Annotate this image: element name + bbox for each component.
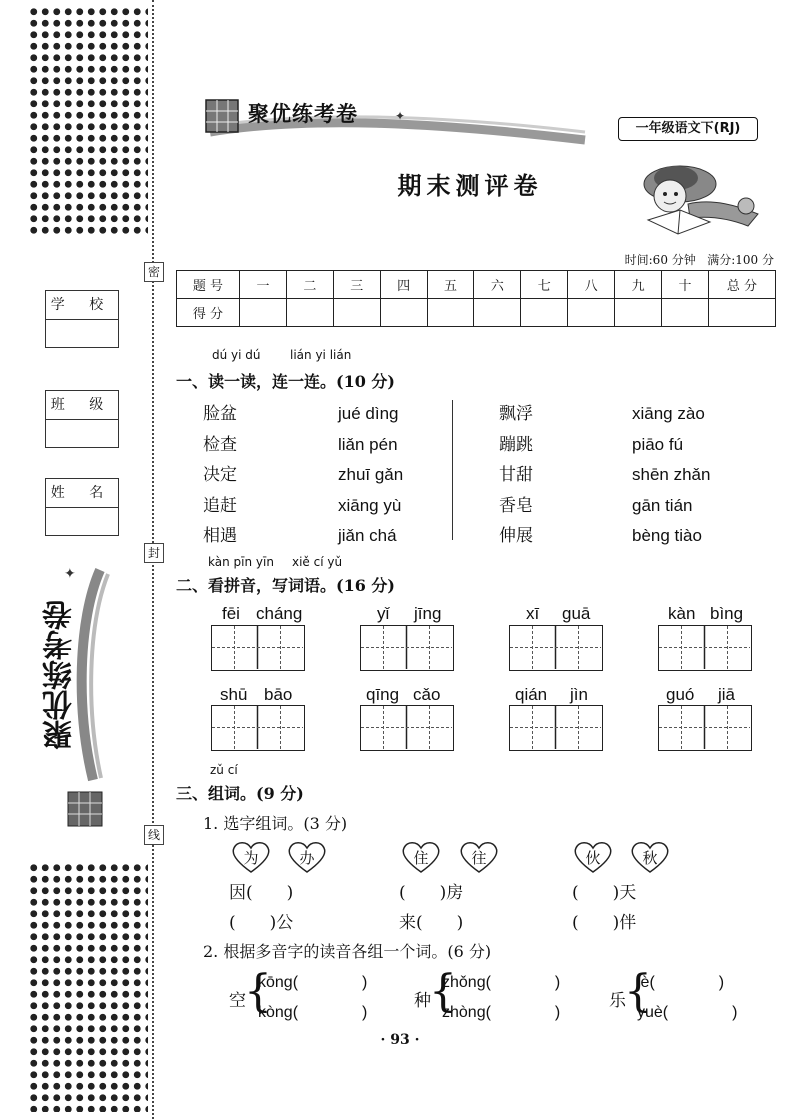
score-head-cell: 一 xyxy=(240,271,287,299)
subject-label: 一年级语文下(RJ) xyxy=(618,117,758,141)
writing-grid[interactable] xyxy=(360,705,454,751)
poly-reading[interactable]: kōng( ) xyxy=(258,974,368,991)
word-item: 甘甜 xyxy=(499,465,533,485)
score-table-score-row xyxy=(177,299,776,327)
heart-char: 住 xyxy=(413,849,429,867)
pinyin-item: bèng tiào xyxy=(632,526,702,545)
section3-title: 三、组词。(9 分) xyxy=(176,784,304,803)
school-label: 学 校 xyxy=(46,291,118,320)
brand-text: 聚优练考卷 xyxy=(248,101,358,126)
grid-pinyin: fēi xyxy=(222,604,240,623)
class-label: 班 级 xyxy=(46,391,118,420)
score-cell[interactable] xyxy=(380,299,427,327)
writing-grid[interactable] xyxy=(509,625,603,671)
exam-time-info xyxy=(625,251,774,268)
grid-pinyin: shū xyxy=(220,685,248,704)
grid-pinyin: guā xyxy=(562,604,591,623)
pinyin-item: xiāng yù xyxy=(338,495,402,515)
fill-blank[interactable]: ( )天 xyxy=(572,883,637,903)
binding-dots-bottom xyxy=(28,862,148,1112)
score-cell[interactable] xyxy=(521,299,568,327)
grid-pinyin: qián xyxy=(515,685,548,704)
score-head-cell: 五 xyxy=(427,271,474,299)
poly-reading[interactable]: kòng( ) xyxy=(258,1004,368,1021)
section1-title: 一、读一读，连一连。(10 分) xyxy=(176,372,395,391)
fill-blank[interactable]: ( )伴 xyxy=(572,913,637,933)
heart-option[interactable] xyxy=(287,840,327,874)
score-cell[interactable] xyxy=(333,299,380,327)
score-head-cell: 总 分 xyxy=(709,271,776,299)
pinyin-item: jiǎn chá xyxy=(338,526,397,545)
time-limit: 时间:60 分钟 xyxy=(624,253,696,267)
s3-pinyin: zǔ cí xyxy=(210,763,238,777)
fill-blank[interactable]: ( )房 xyxy=(399,883,464,903)
heart-char: 为 xyxy=(243,849,259,867)
score-head-cell: 七 xyxy=(521,271,568,299)
score-cell[interactable] xyxy=(615,299,662,327)
pinyin-item: zhuī gǎn xyxy=(338,465,404,484)
word-item: 飘浮 xyxy=(499,404,533,424)
score-head-cell: 十 xyxy=(662,271,709,299)
word-item: 蹦跳 xyxy=(499,434,533,455)
word-item: 决定 xyxy=(203,465,237,485)
heart-option[interactable] xyxy=(573,840,613,874)
s3-q1: 1. 选字组词。(3 分) xyxy=(203,814,348,833)
score-row-label: 得 分 xyxy=(177,299,240,327)
score-cell[interactable] xyxy=(709,299,776,327)
writing-grid[interactable] xyxy=(658,625,752,671)
svg-text:✦: ✦ xyxy=(395,109,406,123)
fill-blank[interactable]: 因( ) xyxy=(229,883,294,903)
poly-reading[interactable]: yuè( ) xyxy=(637,1004,738,1021)
s1-pinyin-lian: lián yi lián xyxy=(290,348,352,362)
section2-title: 二、看拼音，写词语。(16 分) xyxy=(176,576,395,595)
heart-option[interactable] xyxy=(401,840,441,874)
word-item: 相遇 xyxy=(203,526,237,546)
grid-pinyin: jiā xyxy=(718,685,736,704)
heart-char: 秋 xyxy=(642,849,658,867)
section1-divider xyxy=(452,400,453,540)
writing-grid[interactable] xyxy=(360,625,454,671)
s1-pinyin-du: dú yi dú xyxy=(212,348,261,362)
poly-char: 乐 xyxy=(609,991,626,1011)
page-number: · 93 · xyxy=(380,1032,420,1048)
grid-pinyin: yǐ xyxy=(377,604,390,623)
brace: { xyxy=(429,966,457,1017)
score-head-cell: 八 xyxy=(568,271,615,299)
page-title: 期末测评卷 xyxy=(397,171,543,200)
s1-right-words xyxy=(499,399,533,552)
grid-pinyin: jìn xyxy=(570,685,588,704)
grid-pinyin: guó xyxy=(666,685,695,704)
grid-pinyin: kàn xyxy=(668,604,696,623)
heart-char: 伙 xyxy=(585,849,601,867)
fill-blank[interactable]: ( )公 xyxy=(229,913,294,933)
pinyin-item: shēn zhǎn xyxy=(632,465,711,484)
fill-blank[interactable]: 来( ) xyxy=(399,913,464,933)
word-item: 检查 xyxy=(203,434,237,455)
writing-grid[interactable] xyxy=(211,705,305,751)
word-item: 追赶 xyxy=(203,495,237,516)
poly-char: 种 xyxy=(414,991,431,1011)
s1-right-pinyin xyxy=(632,399,710,552)
score-head-cell: 六 xyxy=(474,271,521,299)
score-head-cell: 三 xyxy=(333,271,380,299)
score-cell[interactable] xyxy=(286,299,333,327)
seal-mi: 密 xyxy=(144,262,164,282)
svg-text:✦: ✦ xyxy=(64,566,76,582)
class-field[interactable] xyxy=(45,390,119,448)
score-cell[interactable] xyxy=(427,299,474,327)
heart-option[interactable] xyxy=(630,840,670,874)
vertical-brand-logo xyxy=(38,560,138,840)
score-head-cell: 九 xyxy=(615,271,662,299)
cube-icon xyxy=(206,100,238,132)
brand-banner xyxy=(190,92,590,152)
score-head-cell: 四 xyxy=(380,271,427,299)
score-cell[interactable] xyxy=(240,299,287,327)
grid-pinyin: bāo xyxy=(264,685,293,704)
girl-reading-illustration xyxy=(618,148,768,240)
writing-grid[interactable] xyxy=(211,625,305,671)
school-field[interactable] xyxy=(45,290,119,348)
binding-dots-top xyxy=(28,6,148,238)
word-item: 香皂 xyxy=(499,495,533,516)
grid-pinyin: jīng xyxy=(414,604,442,623)
score-table xyxy=(176,270,776,327)
poly-reading[interactable]: lè( ) xyxy=(637,974,725,991)
score-table-header-row xyxy=(177,271,776,299)
name-label: 姓 名 xyxy=(46,479,118,508)
full-score: 满分:100 分 xyxy=(707,253,774,267)
brace: { xyxy=(624,966,652,1017)
heart-char: 办 xyxy=(299,849,315,867)
heart-option[interactable] xyxy=(231,840,271,874)
s3-q2: 2. 根据多音字的读音各组一个词。(6 分) xyxy=(203,942,492,961)
pinyin-item: gān tián xyxy=(632,495,693,515)
vertical-brand-text: 聚优练考卷 xyxy=(43,600,78,750)
seal-feng: 封 xyxy=(144,543,164,563)
grid-pinyin: cháng xyxy=(256,604,303,623)
poly-reading[interactable]: zhòng( ) xyxy=(442,1004,561,1021)
grid-pinyin: xī xyxy=(526,604,540,623)
pinyin-item: jué dìng xyxy=(338,404,399,423)
score-cell[interactable] xyxy=(568,299,615,327)
poly-reading[interactable]: zhǒng( ) xyxy=(442,974,561,991)
seal-xian: 线 xyxy=(144,825,164,845)
pinyin-item: piāo fú xyxy=(632,434,684,454)
writing-grid[interactable] xyxy=(509,705,603,751)
writing-grid[interactable] xyxy=(658,705,752,751)
s2-pinyin-b: xiě cí yǔ xyxy=(292,555,343,569)
pinyin-item: xiāng zào xyxy=(632,404,705,423)
score-head-cell: 题 号 xyxy=(177,271,240,299)
brace: { xyxy=(244,966,272,1017)
s1-left-pinyin xyxy=(338,399,403,552)
name-field[interactable] xyxy=(45,478,119,536)
score-head-cell: 二 xyxy=(286,271,333,299)
heart-char: 往 xyxy=(471,849,487,867)
heart-option[interactable] xyxy=(459,840,499,874)
score-cell[interactable] xyxy=(662,299,709,327)
score-cell[interactable] xyxy=(474,299,521,327)
word-item: 伸展 xyxy=(499,526,533,546)
grid-pinyin: cǎo xyxy=(413,685,441,704)
s1-left-words xyxy=(203,399,237,552)
word-item: 脸盆 xyxy=(203,404,237,424)
s2-pinyin-a: kàn pīn yīn xyxy=(208,555,274,569)
poly-char: 空 xyxy=(229,991,246,1011)
grid-pinyin: qīng xyxy=(366,685,400,704)
grid-pinyin: bìng xyxy=(710,604,744,623)
pinyin-item: liǎn pén xyxy=(338,434,398,454)
